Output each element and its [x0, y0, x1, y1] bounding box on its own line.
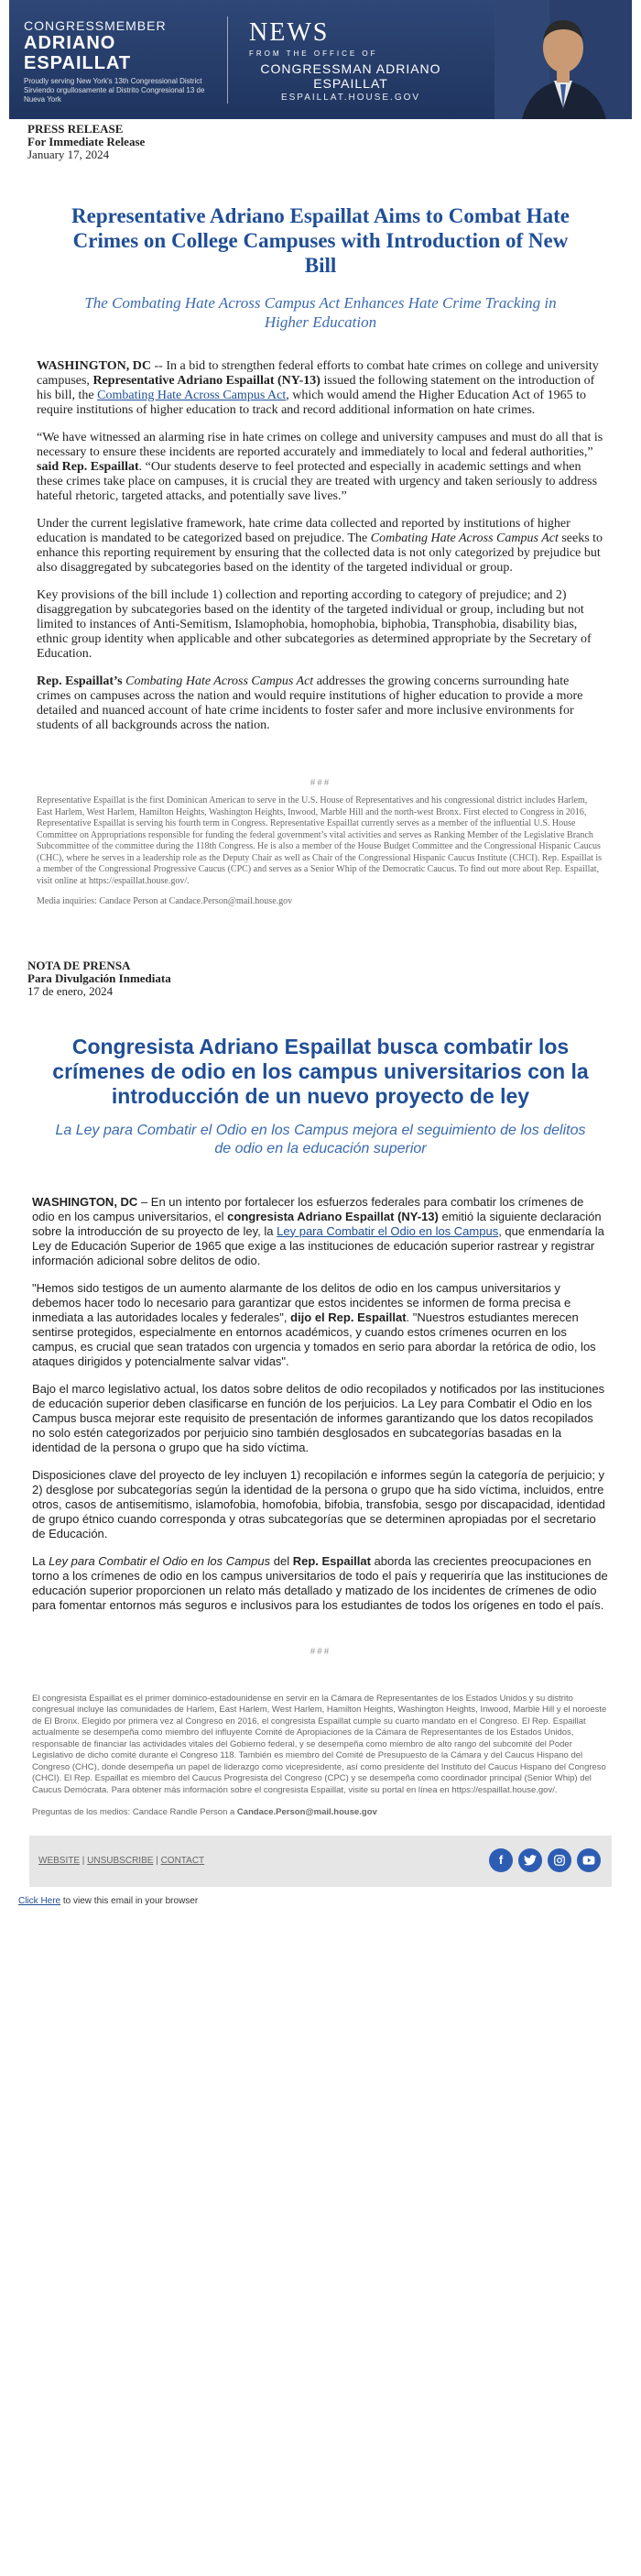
quote-text: "Hemos sido testigos de un aumento alarmante de los delitos de odio en los campus universitarios y debemos hacer todo lo necesario para garantizar que estos incidentes se informen de forma precisa e inmediata a las autoridades locales y federales",: [32, 1280, 571, 1324]
click-here-link[interactable]: Click Here: [18, 1895, 61, 1906]
paragraph-text: La: [32, 1553, 49, 1568]
banner-right: [245, 18, 456, 103]
paragraph-1: [32, 1195, 609, 1268]
instagram-icon[interactable]: [548, 1848, 571, 1872]
media-text: Preguntas de los medios: Candace Randle Person a: [32, 1807, 237, 1817]
paragraph-3: [37, 517, 604, 575]
paragraph-5: [32, 1554, 609, 1613]
immediate-release-label: For Immediate Release: [27, 135, 146, 148]
banner-from: FROM THE OFFICE OF: [249, 49, 378, 58]
paragraph-2: [37, 431, 604, 504]
paragraph-3: Bajo el marco legislativo actual, los datos sobre delitos de odio recopilados y notificados por las instituciones de educación superior deben clasificarse en función de los perjuicios. La Ley para Combatir el Odio en los Campus busca mejorar este requisito de presentación de informes garantizando que los datos recopilados no solo estén categorizados por perjuicio sino también desglosados en subcategorías basadas en la identidad de la persona o grupo que ha sido víctima.: [32, 1381, 605, 1454]
bold-text: Rep. Espaillat: [292, 1553, 371, 1568]
view-in-browser-text: to view this email in your browser: [60, 1895, 199, 1906]
banner-tagline-en: Proudly serving New York's 13th Congressional District: [24, 77, 202, 85]
media-email: Candace.Person@mail.house.gov: [236, 1807, 377, 1817]
paragraph-text: del: [270, 1553, 293, 1568]
press-release-label: NOTA DE PRENSA: [27, 958, 131, 972]
subheadline-es: La Ley para Combatir el Odio en los Campus mejora el seguimiento de los delitos de odio en la educación superior: [55, 1122, 586, 1156]
banner-left: [24, 18, 216, 104]
paragraph-text: – En un intento por fortalecer los esfuerzos federales para combatir los crímenes de odio en los campus universitarios, el: [32, 1194, 584, 1223]
media-inquiries: Media inquiries: Candace Person at Candace.Person@mail.house.gov: [37, 896, 293, 906]
italic-text: Combating Hate Across Campus Act: [122, 674, 314, 688]
unsubscribe-link[interactable]: UNSUBSCRIBE: [87, 1855, 154, 1866]
italic-text: Ley para Combatir el Odio en los Campus: [49, 1553, 271, 1568]
release-date: January 17, 2024: [27, 148, 110, 161]
header-banner: [9, 0, 632, 119]
bill-link[interactable]: Combating Hate Across Campus Act: [97, 389, 287, 402]
paragraph-text: issued the following statement on the introduction of his bill, the: [37, 374, 595, 402]
section-separator: ###: [310, 1645, 331, 1657]
paragraph-text: aborda las crecientes preocupaciones en torno a los crímenes de odio en los campus universitarios de todo el país y requeriría que las instituciones de educación superior proporcionen un relato más detallado y matizado de los incidentes de crímenes de odio para fomentar entornos más seguros e inclusivos para los estudiantes de todos los orígenes en todo el país.: [32, 1553, 608, 1612]
banner-tagline-es: Sirviendo orgullosamente al Distrito Congresional 13 de Nueva York: [24, 86, 205, 104]
bold-text: congresista Adriano Espaillat (NY-13): [227, 1209, 439, 1223]
article-body-en: [37, 359, 604, 733]
paragraph-4: Disposiciones clave del proyecto de ley incluyen 1) recopilación e informes según la categoría de perjuicio; y 2) desglose por subcategorías según la identidad de la persona o grupo que ha sido víctima, incluidos, entre otros, casos de antisemitismo, islamofobia, homofobia, bifobia, transfobia, sesgo por discapacidad, identidad de grupo étnico cuando corresponda y otras subcategorías que se determinen apropiadas por el secretario de Educación.: [32, 1467, 605, 1540]
paragraph-1: [37, 359, 604, 418]
banner-website: ESPAILLAT.HOUSE.GOV: [280, 93, 421, 103]
paragraph-2: [32, 1281, 609, 1369]
email-footer: [29, 1836, 612, 1887]
press-release-header-es: [27, 959, 614, 998]
headline-es: Congresista Adriano Espaillat busca combatir los crímenes de odio en los campus universitarios con la introducción de un nuevo proyecto de ley: [52, 1034, 589, 1108]
subheadline-en: The Combating Hate Across Campus Act Enhances Hate Crime Tracking in Higher Education: [84, 294, 557, 331]
paragraph-text: -- In a bid to strengthen federal efforts to combat hate crimes on college and university campuses,: [37, 359, 599, 388]
paragraph-5: [37, 674, 604, 733]
quote-text: . “Our students deserve to feel protected and especially in academic settings and when these crimes take place on campuses, it is crucial they are treated with urgency and taken seriously to address hateful rhetoric, targeted attacks, and potentially save lives.”: [37, 460, 598, 503]
release-date: 17 de enero, 2024: [27, 983, 114, 998]
paragraph-text: seeks to enhance this reporting requirement by ensuring that the collected data is not only categorized by prejudice but also disaggregated by subcategories based on the identity of the targeted individual or group.: [37, 532, 603, 575]
media-inquiries: [32, 1807, 609, 1819]
headline-en: Representative Adriano Espaillat Aims to Combat Hate Crimes on College Campuses with Introduction of New Bill: [71, 204, 570, 277]
bold-text: dijo el Rep. Espaillat: [290, 1310, 407, 1324]
social-icons: [489, 1848, 601, 1872]
footer-links: [38, 1856, 204, 1866]
quote-text: . "Nuestros estudiantes merecen sentirse protegidos, especialmente en entornos académicos, y cuando estos crímenes ocurren en los campus, es crucial que sean tratados con urgencia y tomados en serio para abordar la retórica de odio, los ataques dirigidos y potencialmente salvar vidas".: [32, 1310, 596, 1368]
paragraph-4: Key provisions of the bill include 1) collection and reporting according to category of prejudice; and 2) disaggregation by subcategories based on the identity of the targeted individual or group, including but not limited to instances of Anti-Semitism, Islamophobia, homophobia, biphobia, Transphobia, disability bias, ethnic group identity when applicable and other subcategories as determined appropriate by the Secretary of Education.: [37, 588, 592, 661]
press-release-label: PRESS RELEASE: [27, 122, 124, 136]
separator: |: [153, 1855, 161, 1866]
paragraph-text: , que enmendaría la Ley de Educación Superior de 1965 que exige a las instituciones de educación superior rastrear y registrar información adicional sobre delitos de odio.: [32, 1223, 604, 1267]
bold-text: said Rep. Espaillat: [37, 460, 139, 474]
immediate-release-label: Para Divulgación Inmediata: [27, 970, 171, 985]
bill-link[interactable]: Ley para Combatir el Odio en los Campus: [277, 1223, 499, 1238]
bold-text: Rep. Espaillat’s: [37, 674, 123, 688]
banner-news: NEWS: [249, 18, 330, 47]
banner-label: CONGRESSMEMBER: [24, 18, 167, 33]
banner-divider: [227, 16, 228, 104]
paragraph-text: , which would amend the Higher Education Act of 1965 to require institutions of higher education to track and record additional information on hate crimes.: [37, 389, 586, 417]
youtube-icon[interactable]: [577, 1848, 601, 1872]
bio-text: Representative Espaillat is the first Dominican American to serve in the U.S. House of Representatives and his congressional district includes Harlem, East Harlem, West Harlem, Hamilton Heights, Washington Heights, Inwood, Marble Hill and the north-west Bronx. First elected to Congress in 2016, Representative Espaillat is serving his fourth term in Congress. Representative Espaillat currently serves as a member of the influential U.S. House Committee on Appropriations responsible for funding the federal government’s vital activities and serves as Ranking Member of the Legislative Branch Subcommittee of the committee during the 118th Congress. He is also a member of the House Budget Committee and the Congressional Hispanic Caucus (CHC), where he serves in a leadership role as the Deputy Chair as well as Chair of the Congressional Hispanic Caucus Institute (CHCI). Rep. Espaillat is a member of the Congressional Progressive Caucus (CPC) and serves as a Senior Whip of the Democratic Caucus. To find out more about Rep. Espaillat, visit online at https://espaillat.house.gov/.: [37, 795, 603, 886]
congressman-portrait: [494, 0, 632, 119]
paragraph-text: emitió la siguiente declaración sobre la introducción de su proyecto de ley, la: [32, 1209, 602, 1238]
banner-congressman: CONGRESSMAN ADRIANO ESPAILLAT: [260, 61, 441, 91]
website-link[interactable]: WEBSITE: [38, 1855, 81, 1866]
paragraph-text: addresses the growing concerns surrounding hate crimes on campuses across the nation and would require institutions of higher education to provide a more detailed and nuanced account of hate crime incidents to foster safer and more inclusive environments for students of all backgrounds across the nation.: [37, 674, 583, 732]
paragraph-text: Under the current legislative framework, hate crime data collected and reported by institutions of higher education is mandated to be categorized based on prejudice. The: [37, 517, 570, 545]
bold-text: Representative Adriano Espaillat (NY-13): [92, 374, 320, 388]
section-separator: ###: [310, 777, 331, 788]
quote-text: “We have witnessed an alarming rise in hate crimes on college and university campuses and must do all that is necessary to ensure these incidents are reported accurately and immediately to local and federal authorities,”: [37, 431, 603, 459]
view-in-browser: [18, 1896, 623, 1906]
banner-name: ADRIANO ESPAILLAT: [24, 33, 132, 73]
italic-text: Combating Hate Across Campus Act: [370, 532, 559, 545]
bio-en: [37, 795, 604, 908]
dateline: WASHINGTON, DC: [32, 1194, 138, 1209]
bio-es: [32, 1694, 609, 1819]
separator: |: [80, 1855, 88, 1866]
facebook-icon[interactable]: f: [489, 1848, 513, 1872]
press-release-header-en: [27, 123, 614, 161]
twitter-icon[interactable]: [518, 1848, 542, 1872]
dateline: WASHINGTON, DC: [37, 359, 151, 373]
bio-text: El congresista Espaillat es el primer dominico-estadounidense en servir en la Cámara de Representantes de los Estados Unidos y su distrito congresual incluye las comunidades de Harlem, East Harlem, West Harlem, Hamilton Heights, Washington Heights, Inwood, Marble Hill y el noroeste de El Bronx. Elegido por primera vez al Congreso en 2016, el congresista Espaillat cumple su cuarto mandato en el Congreso. El Rep. Espaillat actualmente se desempeña como miembro del influyente Comité de Apropiaciones de la Cámara de Representantes de los Estados Unidos, responsable de financiar las actividades vitales del Gobierno federal, y se desempeña como miembro de alto rango del subcomité del Poder Legislativo de dicho comité durante el Congreso 118. También es miembro del Comité de Presupuesto de la Cámara y del Caucus Hispano del Congreso (CHC), donde desempeña un papel de liderazgo como vicepresidente, así como presidente del Instituto del Caucus Hispano del Congreso (CHCI). El Rep. Espaillat es miembro del Caucus Progresista del Congreso (CPC) y se desempeña como coordinador principal (Senior Whip) del Caucus Demócrata. Para obtener más información sobre el congresista Espaillat, visite su portal en línea en https://espaillat.house.gov/.: [32, 1693, 607, 1795]
contact-link[interactable]: CONTACT: [160, 1855, 205, 1866]
article-body-es: [32, 1195, 609, 1613]
